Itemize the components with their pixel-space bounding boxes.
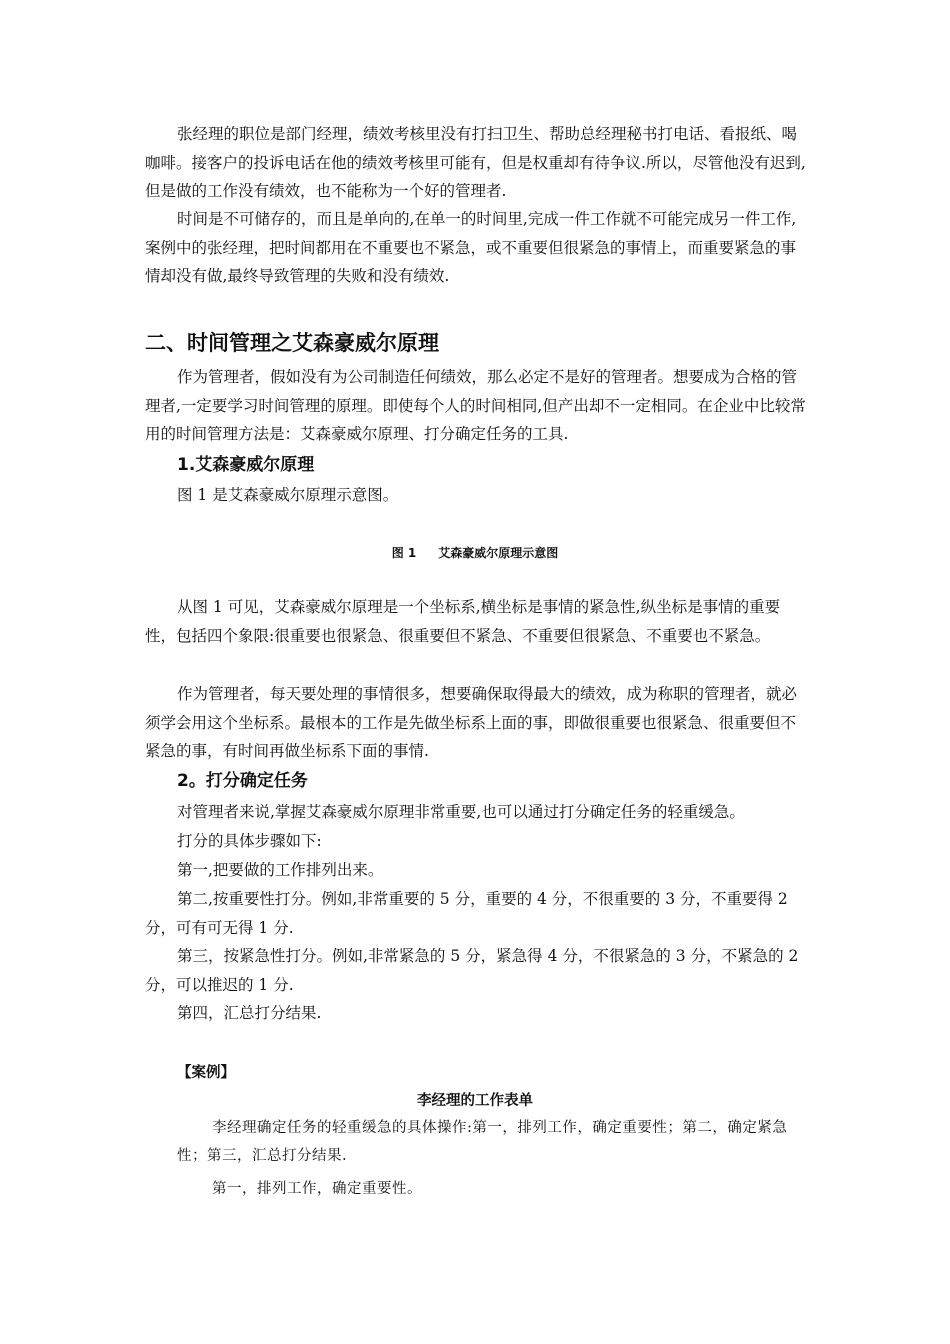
case-tag: 【案例】	[177, 1065, 235, 1081]
paragraph-zhang-manager: 张经理的职位是部门经理，绩效考核里没有打扫卫生、帮助总经理秘书打电话、看报纸、喝咖啡。接客户的投诉电话在他的绩效考核里可能有，但是权重却有待争议.所以，尽管他没有迟到,但是做的工作没有绩效，也不能称为一个好的管理者.	[145, 125, 806, 200]
case-paragraph: 李经理确定任务的轻重缓急的具体操作:第一，排列工作，确定重要性；第二，确定紧急性；第三，汇总打分结果.	[177, 1120, 788, 1164]
paragraph-step-three: 第三，按紧急性打分。例如,非常紧急的 5 分，紧急得 4 分，不很紧急的 3 分，不紧急的 2 分，可以推迟的 1 分.	[145, 947, 799, 994]
paragraph-step-one: 第一,把要做的工作排列出来。	[177, 861, 384, 879]
figure-label: 图 1	[391, 546, 417, 560]
paragraph-step-four: 第四，汇总打分结果.	[177, 1004, 322, 1022]
paragraph-figure-intro: 图 1 是艾森豪威尔原理示意图。	[177, 486, 399, 504]
case-title: 李经理的工作表单	[417, 1092, 533, 1109]
subheading-eisenhower-principle: 1.艾森豪威尔原理	[177, 455, 315, 475]
paragraph-scoring-steps: 打分的具体步骤如下:	[177, 832, 322, 850]
section-heading-eisenhower: 二、时间管理之艾森豪威尔原理	[145, 331, 439, 355]
paragraph-manager-performance: 作为管理者，假如没有为公司制造任何绩效，那么必定不是好的管理者。想要成为合格的管理者,一定要学习时间管理的原理。即使每个人的时间相同,但产出却不一定相同。在企业中比较常用的时间管理方法是：艾森豪威尔原理、打分确定任务的工具.	[145, 368, 806, 443]
paragraph-scoring-intro: 对管理者来说,掌握艾森豪威尔原理非常重要,也可以通过打分确定任务的轻重缓急。	[177, 803, 745, 821]
case-step-one: 第一，排列工作，确定重要性。	[212, 1181, 422, 1197]
paragraph-step-two: 第二,按重要性打分。例如,非常重要的 5 分，重要的 4 分，不很重要的 3 分，不重要得 2 分，可有可无得 1 分.	[145, 890, 788, 937]
paragraph-coordinate-system: 从图 1 可见，艾森豪威尔原理是一个坐标系,横坐标是事情的紧急性,纵坐标是事情的重要性，包括四个象限:很重要也很紧急、很重要但不紧急、不重要但很紧急、不重要也不紧急。	[145, 598, 781, 645]
figure-caption-text: 艾森豪威尔原理示意图	[438, 546, 559, 560]
paragraph-time-storage: 时间是不可储存的，而且是单向的,在单一的时间里,完成一件工作就不可能完成另一件工作,案例中的张经理，把时间都用在不重要也不紧急，或不重要但很紧急的事情上，而重要紧急的事情却没有做,最终导致管理的失败和没有绩效.	[145, 210, 797, 285]
figure-caption	[0, 544, 950, 561]
subheading-scoring-tasks: 2。打分确定任务	[177, 771, 308, 791]
paragraph-use-coordinate: 作为管理者，每天要处理的事情很多，想要确保取得最大的绩效，成为称职的管理者，就必须学会用这个坐标系。最根本的工作是先做坐标系上面的事，即做很重要也很紧急、很重要但不紧急的事，有时间再做坐标系下面的事情.	[145, 685, 798, 760]
